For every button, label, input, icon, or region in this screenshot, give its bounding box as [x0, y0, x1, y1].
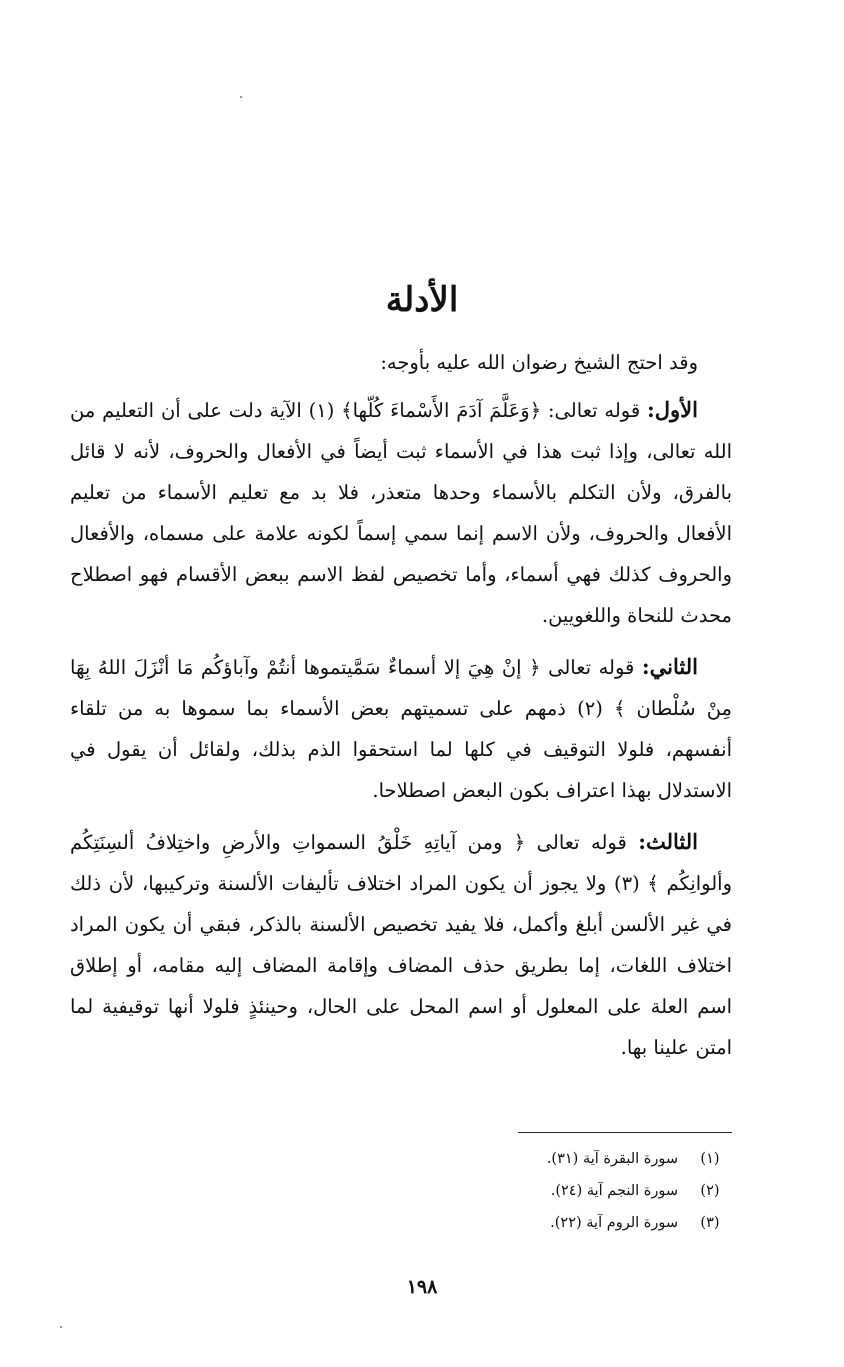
- footnote-number: (١): [700, 1151, 720, 1167]
- paragraph-lead: الثاني:: [641, 654, 698, 679]
- paragraph-second: [70, 646, 732, 811]
- paragraph-first: [70, 389, 732, 636]
- footnote-number: (٣): [700, 1215, 720, 1231]
- footnote-text: سورة النجم آية (٢٤).: [550, 1183, 678, 1199]
- paragraph-lead: الثالث:: [638, 829, 698, 854]
- paragraph-lead: الأول:: [647, 397, 698, 422]
- page-number: ١٩٨: [406, 1276, 438, 1298]
- footnote-number: (٢): [700, 1183, 720, 1199]
- paragraph-text: قوله تعالى ﴿ إنْ هِيَ إلا أسماءٌ سَمَّيتموها أنتُمْ وآباؤكُم مَا أنْزَلَ اللهُ بِهَا مِنْ سُلْطان ﴾ (٢) ذمهم على تسميتهم بعض الأسماء بما سموها به من تلقاء أنفسهم، فلولا التوقيف في كلها لما استحقوا الذم بذلك، ولقائل أن يقول في الاستدلال بهذا اعتراف بكون البعض اصطلاحا.: [70, 656, 732, 802]
- footnote-item: [380, 1175, 732, 1207]
- intro-line: وقد احتج الشيخ رضوان الله عليه بأوجه:: [380, 351, 698, 374]
- footnote-text: سورة البقرة آية (٣١).: [546, 1151, 678, 1167]
- page-title: الأدلة: [385, 280, 459, 320]
- footnote-text: سورة الروم آية (٢٢).: [550, 1215, 678, 1231]
- footnote-rule: [518, 1132, 732, 1133]
- footnote-item: [380, 1143, 732, 1175]
- scan-speck: [60, 1326, 62, 1328]
- footnotes: [380, 1132, 732, 1239]
- paragraph-third: [70, 821, 732, 1068]
- paragraph-text: قوله تعالى ﴿ ومن آياتِهِ خَلْقُ السمواتِ والأرضِ واختِلافُ ألسِنَتِكُم وألوانِكُم ﴾ (٣) ولا يجوز أن يكون المراد اختلاف تأليفات الألسنة وتركيبها، لأن ذلك في غير الألسن أبلغ وأكمل، فلا يفيد تخصيص الألسنة بالذكر، فبقي أن يكون المراد اختلاف اللغات، إما بطريق حذف المضاف وإقامة المضاف إليه مقامه، أو إطلاق اسم العلة على المعلول أو اسم المحل على الحال، وحينئذٍ فلولا أنها توقيفية لما امتن علينا بها.: [70, 831, 733, 1059]
- paragraph-text: قوله تعالى: ﴿وَعَلَّمَ آدَمَ الأَسْماءَ كُلّها﴾ (١) الآية دلت على أن التعليم من الله تعالى، وإذا ثبت هذا في الأسماء ثبت أيضاً في الأفعال والحروف، لأنه لا قائل بالفرق، ولأن التكلم بالأسماء وحدها متعذر، فلا بد مع تعليم الأسماء من تعليم الأفعال والحروف، ولأن الاسم إنما سمي إسماً لكونه علامة على مسماه، والأفعال والحروف كذلك فهي أسماء، وأما تخصيص لفظ الاسم ببعض الأقسام فهو اصطلاح محدث للنحاة واللغويين.: [70, 399, 732, 627]
- body-text: [70, 342, 732, 1078]
- scan-speck: [240, 96, 242, 98]
- footnote-item: [380, 1207, 732, 1239]
